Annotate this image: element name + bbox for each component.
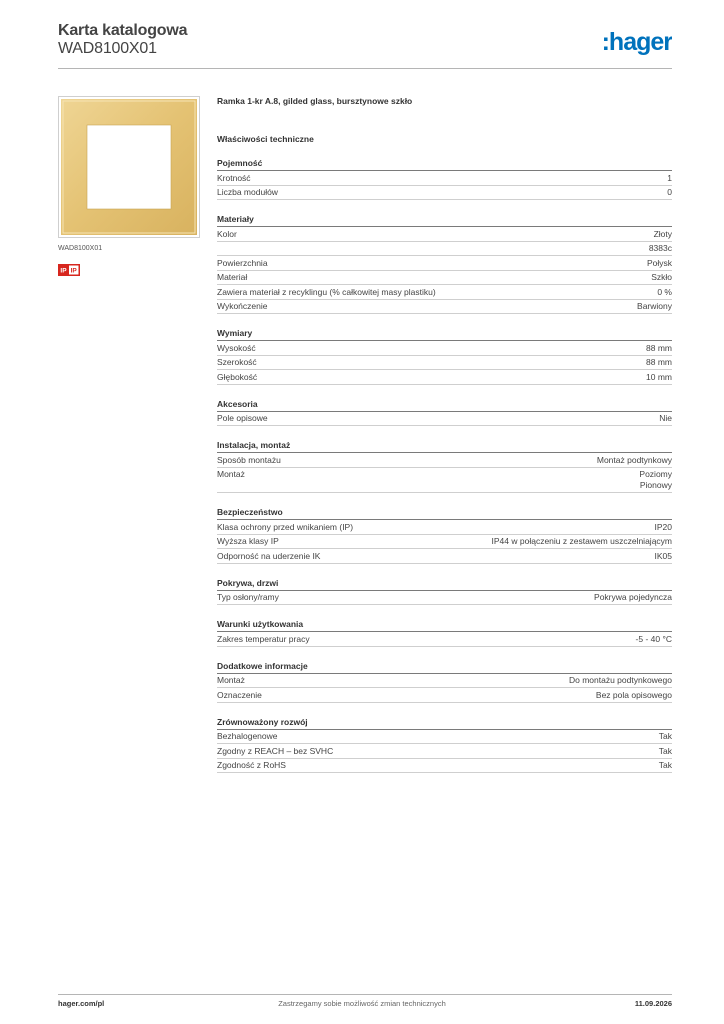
spec-label: Sposób montażu	[217, 454, 281, 465]
spec-value-line: Bez pola opisowego	[595, 689, 672, 700]
section-title: Wymiary	[217, 328, 672, 341]
section-title: Instalacja, montaż	[217, 440, 672, 453]
spec-value-line: 10 mm	[646, 371, 672, 382]
spec-value	[659, 760, 672, 771]
spec-value-line: Pionowy	[639, 480, 672, 490]
spec-label: Powierzchnia	[217, 257, 268, 268]
spec-label: Materiał	[217, 272, 248, 282]
product-title: Ramka 1-kr A.8, gilded glass, bursztynowe szkło	[217, 96, 413, 106]
spec-row	[217, 171, 672, 186]
footer-date: 11.09.2026	[634, 999, 672, 1008]
spec-row	[217, 632, 672, 647]
spec-value	[651, 272, 672, 283]
spec-value-line: 0 %	[657, 286, 672, 297]
spec-label: Typ osłony/ramy	[217, 592, 279, 602]
spec-section	[217, 619, 672, 647]
section-title: Pojemność	[217, 158, 672, 171]
footer-divider	[58, 994, 672, 995]
spec-label: Montaż	[217, 675, 245, 685]
page-header	[58, 20, 672, 68]
spec-row	[217, 370, 672, 385]
image-caption: WAD8100X01	[58, 245, 103, 252]
spec-label: Odporność na uderzenie IK	[217, 550, 321, 561]
svg-text:IP: IP	[70, 267, 77, 275]
spec-value-line: 0	[667, 187, 672, 197]
spec-value	[646, 357, 672, 368]
spec-value-line: 88 mm	[646, 342, 672, 353]
spec-row	[217, 591, 672, 606]
section-title: Bezpieczeństwo	[217, 507, 672, 520]
spec-row	[217, 730, 672, 745]
spec-value	[667, 187, 672, 198]
spec-label: Zawiera materiał z recyklingu (% całkowitej masy plastiku)	[217, 286, 436, 297]
spec-value-line: 8383c	[648, 243, 672, 253]
spec-section	[217, 440, 672, 493]
spec-row	[217, 186, 672, 201]
spec-value-line: Montaż podtynkowy	[596, 454, 672, 465]
svg-text:IP: IP	[60, 267, 67, 275]
spec-value-line: 1	[667, 172, 672, 183]
spec-value-line: 88 mm	[646, 357, 672, 367]
header-divider	[58, 68, 672, 69]
spec-value	[594, 592, 672, 603]
spec-label: Zakres temperatur pracy	[217, 633, 310, 644]
spec-section	[217, 328, 672, 385]
spec-value	[647, 258, 672, 269]
spec-sections	[217, 158, 672, 773]
spec-value-line: Tak	[658, 760, 672, 770]
spec-value	[646, 343, 672, 354]
product-code: WAD8100X01	[58, 40, 157, 57]
spec-value-line: IK05	[654, 550, 672, 561]
spec-value-line: Złoty	[653, 228, 672, 239]
section-title: Materiały	[217, 214, 672, 227]
spec-value	[646, 372, 672, 383]
spec-row	[217, 688, 672, 703]
spec-value-line: Pokrywa pojedyncza	[594, 592, 672, 602]
spec-label: Montaż	[217, 469, 245, 479]
spec-section	[217, 578, 672, 606]
spec-label: Klasa ochrony przed wnikaniem (IP)	[217, 521, 354, 532]
spec-section	[217, 399, 672, 427]
spec-value-line: -5 - 40 °C	[635, 633, 672, 644]
spec-row	[217, 759, 672, 774]
spec-value-line: Barwiony	[637, 301, 672, 311]
spec-section	[217, 661, 672, 703]
spec-row	[217, 744, 672, 759]
spec-value	[659, 731, 672, 742]
spec-row	[217, 242, 672, 257]
spec-value-line: Tak	[658, 731, 672, 741]
section-title: Dodatkowe informacje	[217, 661, 672, 674]
footer-website: hager.com/pl	[58, 999, 105, 1008]
section-title: Akcesoria	[217, 399, 672, 412]
spec-label: Kolor	[217, 228, 237, 239]
spec-row	[217, 412, 672, 427]
spec-label: Bezhalogenowe	[217, 731, 278, 741]
spec-value	[654, 229, 672, 240]
spec-value	[655, 551, 673, 562]
spec-value	[636, 634, 672, 645]
spec-value-line: Połysk	[646, 257, 672, 268]
spec-row	[217, 468, 672, 494]
spec-label: Zgodność z RoHS	[217, 760, 286, 770]
section-title: Pokrywa, drzwi	[217, 578, 672, 591]
spec-value-line: Tak	[658, 745, 672, 756]
product-image-column	[58, 96, 200, 281]
section-title: Zrównoważony rozwój	[217, 717, 672, 730]
spec-value-line: IP44 w połączeniu z zestawem uszczelniającym	[491, 536, 672, 546]
spec-label: Oznaczenie	[217, 689, 262, 700]
spec-row	[217, 674, 672, 689]
spec-value	[596, 690, 672, 701]
spec-value	[639, 469, 672, 491]
page-title: Karta katalogowa	[58, 22, 188, 39]
spec-row	[217, 256, 672, 271]
spec-value	[657, 287, 672, 298]
spec-value	[659, 413, 672, 424]
spec-row	[217, 271, 672, 286]
product-image	[58, 96, 200, 238]
spec-value-line: Poziomy	[639, 469, 672, 479]
spec-value-line: Nie	[659, 413, 672, 423]
spec-label: Wykończenie	[217, 301, 268, 311]
spec-value-line: IP20	[654, 521, 672, 532]
hager-logo	[582, 28, 672, 56]
section-title: Warunki użytkowania	[217, 619, 672, 632]
spec-value-line: Do montażu podtynkowego	[568, 675, 672, 685]
spec-label: Wysokość	[217, 342, 256, 353]
spec-label: Liczba modułów	[217, 187, 278, 197]
spec-section	[217, 214, 672, 314]
spec-section	[217, 158, 672, 200]
spec-label: Krotność	[217, 172, 251, 183]
spec-row	[217, 285, 672, 300]
spec-row	[217, 227, 672, 242]
spec-value	[637, 301, 672, 312]
properties-heading: Właściwości techniczne	[217, 134, 314, 144]
spec-value-line: Szkło	[651, 272, 672, 282]
spec-value	[649, 243, 672, 254]
spec-row	[217, 535, 672, 550]
spec-label: Szerokość	[217, 357, 257, 367]
spec-section	[217, 717, 672, 774]
spec-label: Pole opisowe	[217, 413, 268, 423]
spec-label: Wyższa klasy IP	[217, 536, 279, 546]
spec-row	[217, 453, 672, 468]
spec-row	[217, 549, 672, 564]
spec-content	[217, 96, 672, 773]
spec-value	[655, 522, 673, 533]
spec-value	[667, 173, 672, 184]
spec-section	[217, 507, 672, 564]
spec-row	[217, 520, 672, 535]
spec-value	[659, 746, 672, 757]
spec-row	[217, 300, 672, 315]
spec-row	[217, 356, 672, 371]
spec-value	[597, 455, 672, 466]
footer-disclaimer: Zastrzegamy sobie możliwość zmian technicznych	[278, 999, 446, 1008]
spec-value	[569, 675, 672, 686]
spec-label: Głębokość	[217, 371, 258, 382]
svg-text::hager: :hager	[601, 28, 672, 56]
spec-value	[492, 536, 672, 547]
spec-label: Zgodny z REACH – bez SVHC	[217, 745, 334, 756]
ip-rating-icon	[58, 263, 200, 281]
spec-row	[217, 341, 672, 356]
